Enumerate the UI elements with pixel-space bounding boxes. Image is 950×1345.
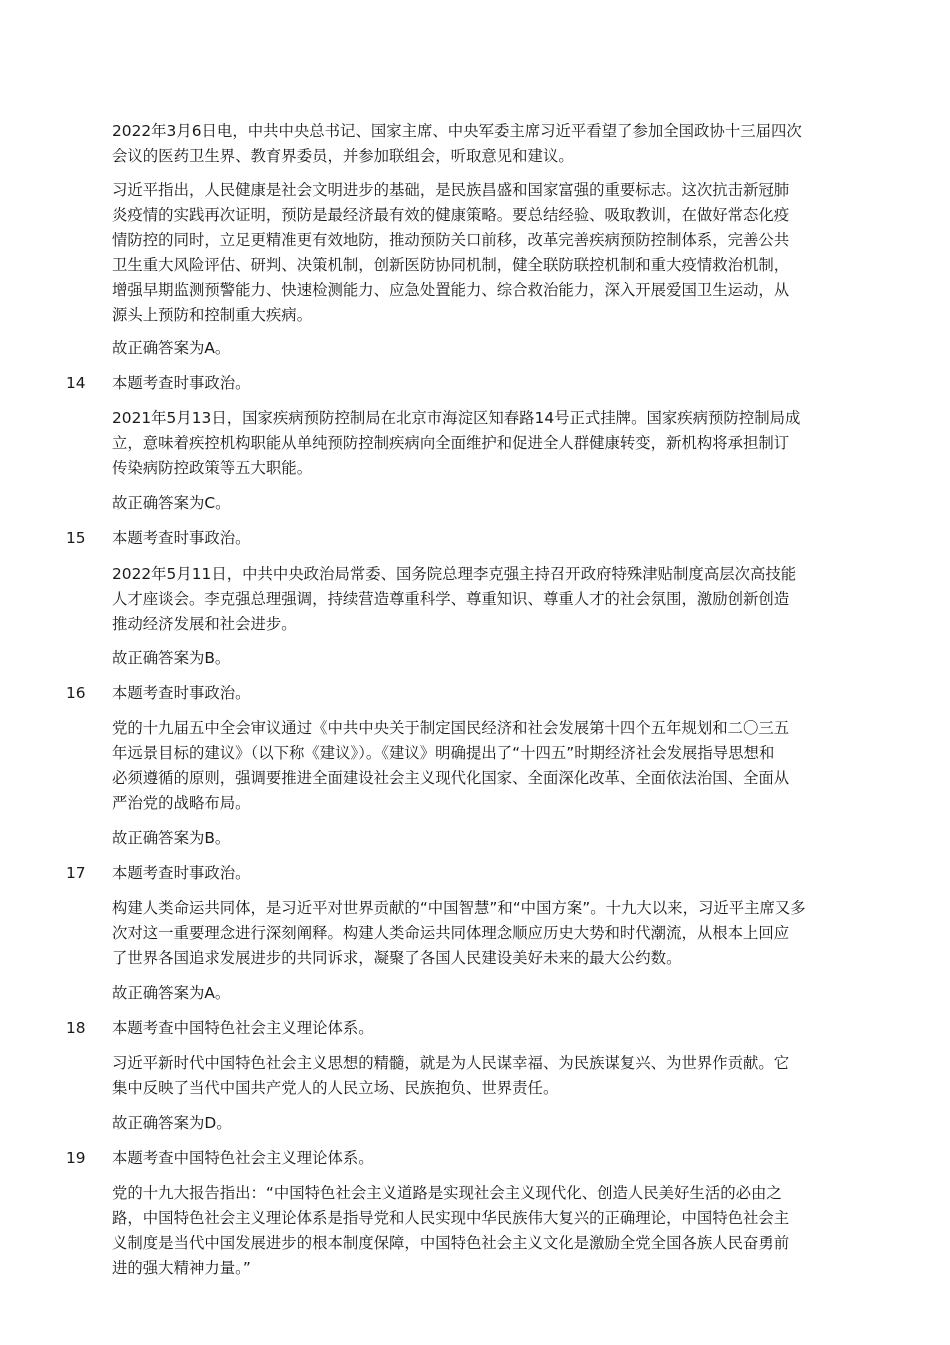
text-line: 严治党的战略布局。: [112, 794, 251, 812]
text-line: 传染病防控政策等五大职能。: [112, 459, 313, 477]
question-answer: [112, 981, 864, 1006]
text-line: 2022年5月11日，中共中央政治局常委、国务院总理李克强主持召开政府特殊津贴制度高层次高技能: [112, 565, 797, 583]
question-number: 19: [66, 1149, 86, 1167]
question-number: 15: [66, 529, 86, 547]
text-line: 推动经济发展和社会进步。: [112, 615, 297, 633]
question-answer: [112, 491, 864, 516]
question-number: 18: [66, 1019, 86, 1037]
question-body: [112, 406, 864, 481]
answer-text: 故正确答案为B。: [112, 649, 231, 667]
question-number: 16: [66, 684, 86, 702]
text-line: 情防控的同时，立足更精准更有效地防，推动预防关口前移，改革完善疾病预防控制体系，完善公共: [112, 231, 790, 249]
question-title: 本题考查时事政治。: [112, 864, 251, 882]
text-line: 源头上预防和控制重大疾病。: [112, 306, 313, 324]
question-body: [112, 716, 864, 816]
question-body: [112, 1181, 864, 1281]
text-line: 增强早期监测预警能力、快速检测能力、应急处置能力、综合救治能力，深入开展爱国卫生运动，从: [112, 281, 790, 299]
question-title: 本题考查时事政治。: [112, 374, 251, 392]
text-line: 构建人类命运共同体，是习近平对世界贡献的“中国智慧”和“中国方案”。十九大以来，习近平主席又多: [112, 899, 806, 917]
answer-text: 故正确答案为B。: [112, 829, 231, 847]
question-answer: [112, 1111, 864, 1136]
answer-text: 故正确答案为A。: [112, 339, 231, 357]
text-line: 党的十九届五中全会审议通过《中共中央关于制定国民经济和社会发展第十四个五年规划和二〇三五: [112, 719, 790, 737]
question-answer: [112, 826, 864, 851]
text-line: 会议的医药卫生界、教育界委员，并参加联组会，听取意见和建议。: [112, 147, 574, 165]
answer-text: 故正确答案为C。: [112, 494, 231, 512]
question-number: 17: [66, 864, 86, 882]
text-line: 次对这一重要理念进行深刻阐释。构建人类命运共同体理念顺应历史大势和时代潮流，从根本上回应: [112, 924, 790, 942]
text-line: 集中反映了当代中国共产党人的人民立场、民族抱负、世界责任。: [112, 1079, 559, 1097]
text-line: 2022年3月6日电，中共中央总书记、国家主席、中央军委主席习近平看望了参加全国政协十三届四次: [112, 122, 802, 140]
text-line: 党的十九大报告指出：“中国特色社会主义道路是实现社会主义现代化、创造人民美好生活的必由之: [112, 1184, 782, 1202]
text-line: 年远景目标的建议》（以下称《建议》）。《建议》明确提出了“十四五”时期经济社会发展指导思想和: [112, 744, 775, 762]
question-title: 本题考查时事政治。: [112, 684, 251, 702]
text-line: 必须遵循的原则，强调要推进全面建设社会主义现代化国家、全面深化改革、全面依法治国、全面从: [112, 769, 790, 787]
text-line: 人才座谈会。李克强总理强调，持续营造尊重科学、尊重知识、尊重人才的社会氛围，激励创新创造: [112, 590, 790, 608]
intro-paragraph-2: [112, 178, 864, 328]
question-title: 本题考查中国特色社会主义理论体系。: [112, 1149, 374, 1167]
text-line: 进的强大精神力量。”: [112, 1259, 251, 1277]
question-body: [112, 896, 864, 971]
text-line: 卫生重大风险评估、研判、决策机制，创新医防协同机制，健全联防联控机制和重大疫情救治机制，: [112, 256, 790, 274]
intro-answer: [112, 336, 864, 361]
answer-text: 故正确答案为A。: [112, 984, 231, 1002]
text-line: 了世界各国追求发展进步的共同诉求，凝聚了各国人民建设美好未来的最大公约数。: [112, 949, 682, 967]
intro-paragraph-1: [112, 119, 864, 169]
question-title: 本题考查时事政治。: [112, 529, 251, 547]
text-line: 立，意味着疾控机构职能从单纯预防控制疾病向全面维护和促进全人群健康转变，新机构将承担制订: [112, 434, 790, 452]
text-line: 路，中国特色社会主义理论体系是指导党和人民实现中华民族伟大复兴的正确理论，中国特色社会主: [112, 1209, 790, 1227]
text-line: 习近平指出，人民健康是社会文明进步的基础，是民族昌盛和国家富强的重要标志。这次抗击新冠肺: [112, 181, 790, 199]
text-line: 义制度是当代中国发展进步的根本制度保障，中国特色社会主义文化是激励全党全国各族人民奋勇前: [112, 1234, 790, 1252]
answer-text: 故正确答案为D。: [112, 1114, 232, 1132]
question-number: 14: [66, 374, 86, 392]
question-answer: [112, 646, 864, 671]
text-line: 炎疫情的实践再次证明，预防是最经济最有效的健康策略。要总结经验、吸取教训，在做好常态化疫: [112, 206, 790, 224]
question-body: [112, 1051, 864, 1101]
question-body: [112, 562, 864, 637]
text-line: 习近平新时代中国特色社会主义思想的精髓，就是为人民谋幸福、为民族谋复兴、为世界作贡献。它: [112, 1054, 790, 1072]
question-title: 本题考查中国特色社会主义理论体系。: [112, 1019, 374, 1037]
text-line: 2021年5月13日，国家疾病预防控制局在北京市海淀区知春路14号正式挂牌。国家疾病预防控制局成: [112, 409, 801, 427]
